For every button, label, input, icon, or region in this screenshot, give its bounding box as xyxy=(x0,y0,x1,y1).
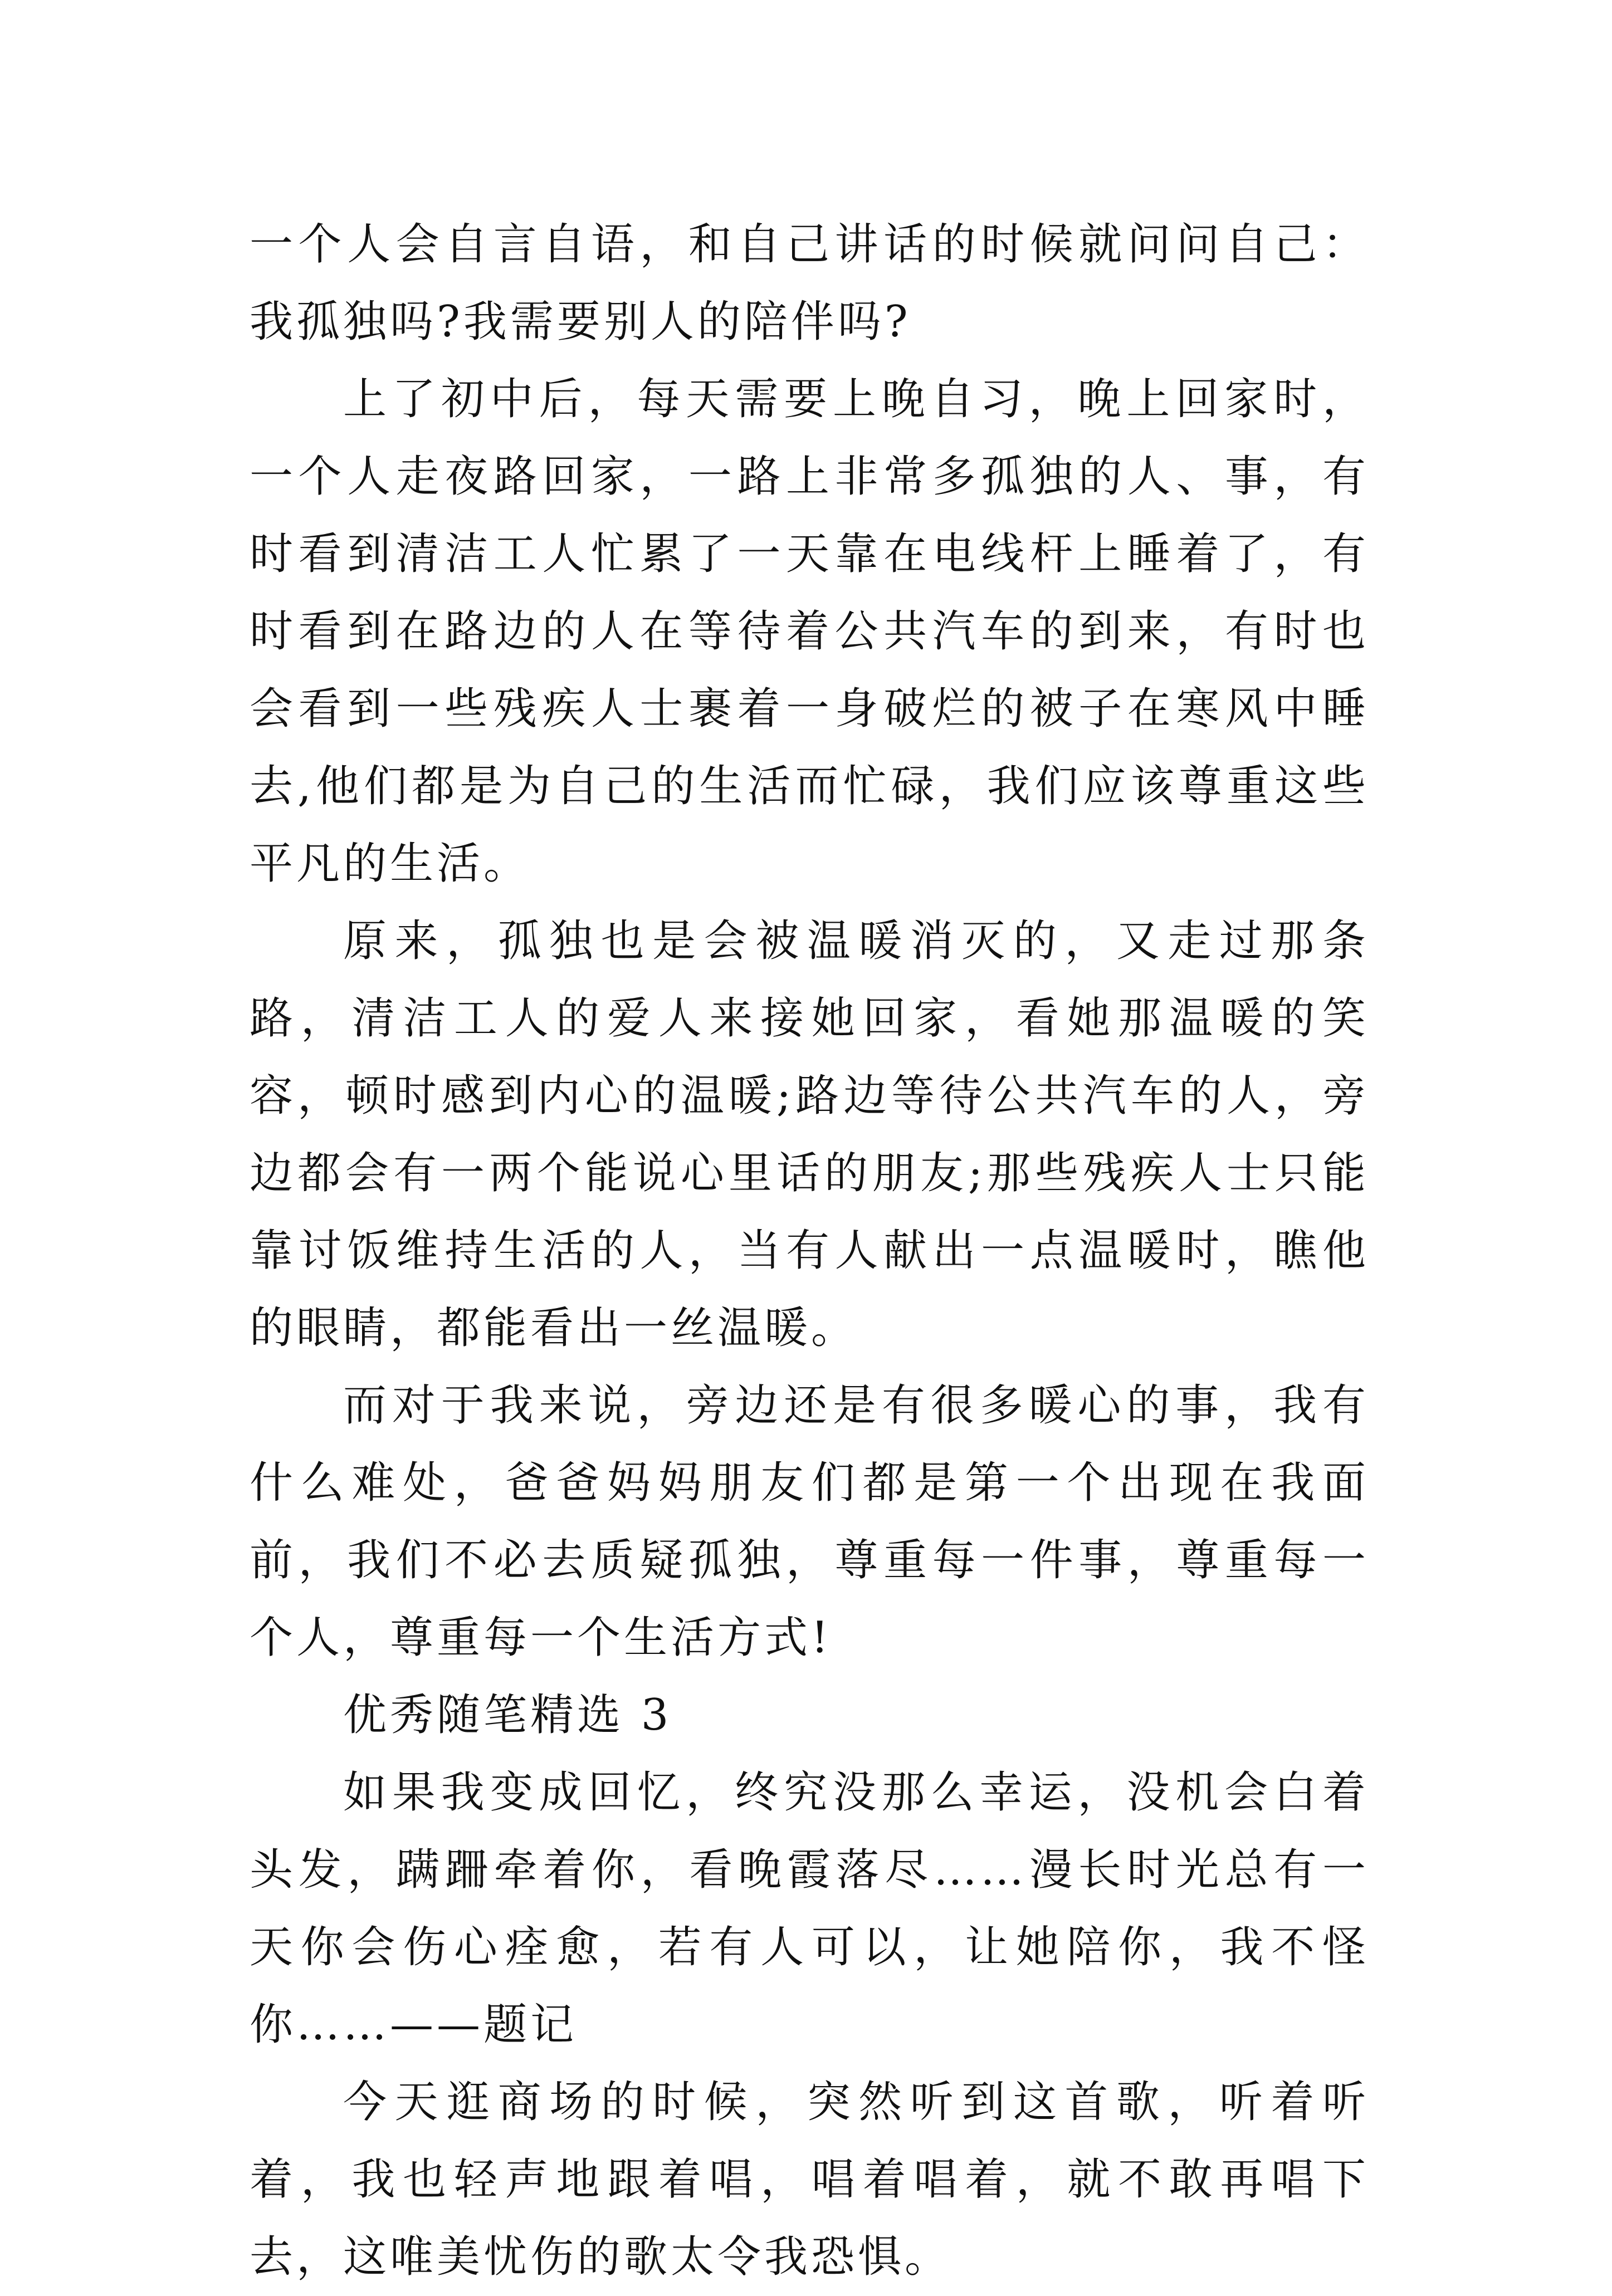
document-body xyxy=(250,206,1369,2296)
paragraph-epigraph: 如果我变成回忆，终究没那么幸运，没机会白着头发，蹒跚牵着你，看晚霞落尽……漫长时光总有一天你会伤心痊愈，若有人可以，让她陪你，我不怪你……——题记 xyxy=(250,1768,1369,2050)
paragraph-night-walk: 上了初中后，每天需要上晚自习，晚上回家时，一个人走夜路回家，一路上非常多孤独的人、事，有时看到清洁工人忙累了一天靠在电线杆上睡着了，有时看到在路边的人在等待着公共汽车的到来，有时也会看到一些残疾人士裹着一身破烂的被子在寒风中睡去,他们都是为自己的生活而忙碌，我们应该尊重这些平凡的生活。 xyxy=(250,374,1369,889)
paragraph-respect: 而对于我来说，旁边还是有很多暖心的事，我有什么难处，爸爸妈妈朋友们都是第一个出现在我面前，我们不必去质疑孤独，尊重每一件事，尊重每一个人，尊重每一个生活方式! xyxy=(250,1380,1369,1663)
paragraph-continuation: 一个人会自言自语，和自己讲话的时候就问问自己：我孤独吗?我需要别人的陪伴吗? xyxy=(250,219,1369,347)
paragraph-warmth: 原来，孤独也是会被温暖消灭的，又走过那条路，清洁工人的爱人来接她回家，看她那温暖的笑容，顿时感到内心的温暖;路边等待公共汽车的人，旁边都会有一两个能说心里话的朋友;那些残疾人士只能靠讨饭维持生活的人，当有人献出一点温暖时，瞧他的眼睛，都能看出一丝温暖。 xyxy=(250,916,1369,1353)
section-heading: 优秀随笔精选 3 xyxy=(343,1690,672,1740)
paragraph-shopping: 今天逛商场的时候，突然听到这首歌，听着听着，我也轻声地跟着唱，唱着唱着，就不敢再唱下去，这唯美忧伤的歌太令我恐惧。 xyxy=(250,2077,1369,2282)
